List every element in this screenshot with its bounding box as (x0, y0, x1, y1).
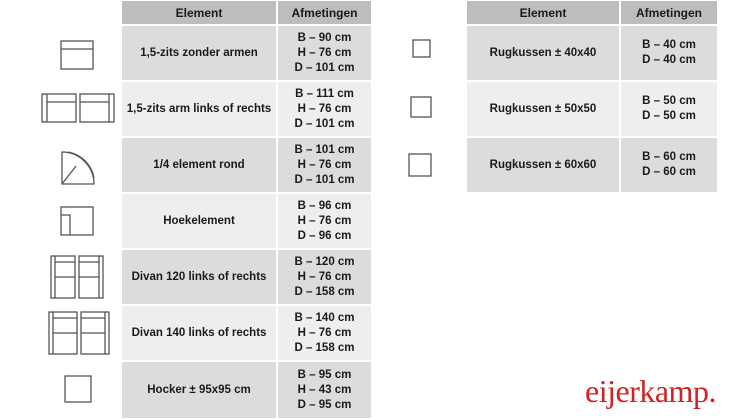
corner-element-icon (60, 206, 94, 236)
element-label: Rugkussen ± 50x50 (489, 102, 597, 115)
dim-d: D – 96 cm (297, 229, 352, 242)
table-row-label (467, 82, 619, 136)
table-row-label (122, 250, 276, 304)
table-row-dims (278, 250, 371, 304)
dim-d: D – 158 cm (294, 341, 355, 354)
table-row-dims (278, 26, 371, 80)
dim-b: B – 111 cm (295, 87, 354, 100)
table-row-dims (278, 194, 371, 248)
quarter-round-icon (60, 150, 96, 186)
cushion-60-icon (408, 153, 432, 177)
right-header-afmetingen: Afmetingen (621, 1, 717, 24)
table-row-dims (278, 82, 371, 136)
dim-h: H – 76 cm (297, 214, 352, 227)
dim-d: D – 158 cm (294, 285, 355, 298)
dim-b: B – 40 cm (642, 39, 696, 51)
dim-h: H – 76 cm (297, 270, 352, 283)
left-header-afmetingen: Afmetingen (278, 1, 371, 24)
dim-b: B – 140 cm (294, 311, 355, 324)
table-row-label (122, 194, 276, 248)
table-row-dims (621, 138, 717, 192)
hocker-icon (64, 375, 92, 403)
table-row-dims (278, 306, 371, 360)
dim-d: D – 101 cm (294, 61, 355, 74)
dim-h: H – 76 cm (297, 102, 352, 115)
element-label: Divan 140 links of rechts (131, 326, 267, 339)
element-label: Rugkussen ± 60x60 (489, 158, 597, 171)
dim-h: H – 43 cm (297, 383, 352, 396)
dim-d: D – 50 cm (642, 110, 696, 122)
dim-d: D – 40 cm (642, 54, 696, 66)
dim-b: B – 60 cm (642, 151, 696, 163)
brand-logo: eijerkamp. (585, 373, 716, 409)
table-row-label (122, 362, 276, 418)
element-label: 1/4 element rond (153, 158, 245, 171)
element-label: 1,5-zits zonder armen (140, 46, 258, 59)
dim-b: B – 96 cm (297, 199, 352, 212)
cushion-40-icon (412, 39, 431, 58)
element-label: Rugkussen ± 40x40 (489, 46, 597, 59)
dim-b: B – 101 cm (294, 143, 355, 156)
table-row-dims (621, 82, 717, 136)
table-row-label (122, 26, 276, 80)
dim-d: D – 60 cm (642, 166, 696, 178)
cushion-50-icon (410, 96, 432, 118)
dim-b: B – 50 cm (642, 95, 696, 107)
table-row-label (467, 26, 619, 80)
element-label: Divan 120 links of rechts (131, 270, 267, 283)
dim-h: H – 76 cm (297, 326, 352, 339)
divan-140-icon (48, 311, 110, 355)
divan-120-icon (50, 255, 104, 299)
sofa-no-arms-icon (60, 40, 94, 70)
table-row-label (122, 82, 276, 136)
dim-b: B – 120 cm (294, 255, 355, 268)
element-label: Hoekelement (163, 214, 235, 227)
sofa-arm-left-right-icon (41, 93, 115, 123)
left-header-element: Element (122, 1, 276, 24)
table-row-dims (278, 138, 371, 192)
dim-d: D – 95 cm (297, 398, 352, 411)
table-row-label (122, 138, 276, 192)
table-row-label (122, 306, 276, 360)
table-row-dims (621, 26, 717, 80)
dim-d: D – 101 cm (294, 173, 355, 186)
right-header-element: Element (467, 1, 619, 24)
table-row-dims (278, 362, 371, 418)
dim-b: B – 95 cm (297, 368, 352, 381)
dim-h: H – 76 cm (297, 158, 352, 171)
dim-d: D – 101 cm (294, 117, 355, 130)
table-row-label (467, 138, 619, 192)
dim-h: H – 76 cm (297, 46, 352, 59)
element-label: 1,5-zits arm links of rechts (126, 102, 272, 115)
element-label: Hocker ± 95x95 cm (147, 383, 251, 396)
dim-b: B – 90 cm (297, 31, 352, 44)
